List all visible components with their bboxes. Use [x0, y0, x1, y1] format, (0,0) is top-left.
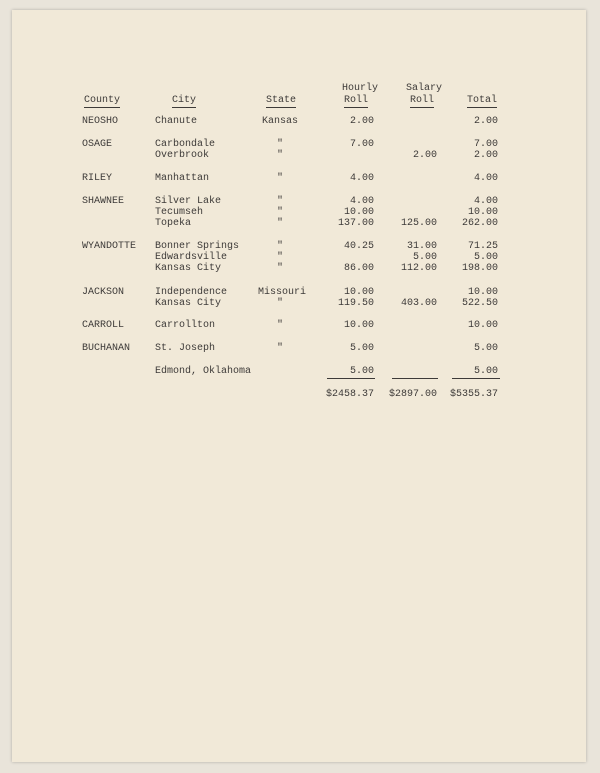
header-city: City [172, 95, 197, 106]
total-cell: 10.00 [467, 287, 498, 298]
county-cell: WYANDOTTE [82, 241, 137, 252]
state-cell: " [276, 343, 283, 354]
city-cell: St. Joseph [155, 343, 216, 354]
salary-roll-cell: 112.00 [400, 263, 437, 274]
salary-roll-cell: 403.00 [400, 298, 437, 309]
salary-total: $2897.00 [388, 389, 437, 400]
state-cell: " [276, 196, 283, 207]
total-cell: 7.00 [473, 139, 498, 150]
salary-sum-line [392, 378, 438, 379]
header-state: State [266, 95, 297, 106]
city-cell: Kansas City [155, 298, 222, 309]
state-cell: " [276, 241, 283, 252]
salary-roll-cell: 31.00 [406, 241, 437, 252]
state-cell: " [276, 139, 283, 150]
city-cell: Bonner Springs [155, 241, 240, 252]
header-hourly: Hourly [342, 83, 379, 94]
salary-roll-cell: 125.00 [400, 218, 437, 229]
hourly-roll-cell: 4.00 [349, 173, 374, 184]
hourly-roll-cell: 4.00 [349, 196, 374, 207]
state-cell: " [276, 298, 283, 309]
total-cell: 2.00 [473, 150, 498, 161]
city-cell: Edmond, Oklahoma [155, 366, 252, 377]
total-cell: 71.25 [467, 241, 498, 252]
county-cell: NEOSHO [82, 116, 119, 127]
hourly-total: $2458.37 [325, 389, 374, 400]
state-cell: Missouri [258, 287, 307, 298]
county-cell: BUCHANAN [82, 343, 131, 354]
hourly-roll-cell: 5.00 [349, 366, 374, 377]
total-cell: 10.00 [467, 320, 498, 331]
header-total: Total [467, 95, 498, 106]
county-cell: RILEY [82, 173, 113, 184]
state-cell: " [276, 207, 283, 218]
state-cell: " [276, 320, 283, 331]
city-cell: Manhattan [155, 173, 210, 184]
state-cell: Kansas [261, 116, 298, 127]
total-cell: 262.00 [461, 218, 498, 229]
hourly-roll-cell: 5.00 [349, 343, 374, 354]
salary-roll-cell: 5.00 [412, 252, 437, 263]
city-cell: Kansas City [155, 263, 222, 274]
state-cell: " [276, 218, 283, 229]
county-cell: CARROLL [82, 320, 125, 331]
hourly-roll-cell: 10.00 [343, 320, 374, 331]
hourly-roll-cell: 2.00 [349, 116, 374, 127]
total-cell: 5.00 [473, 343, 498, 354]
county-cell: JACKSON [82, 287, 125, 298]
hourly-roll-cell: 40.25 [343, 241, 374, 252]
city-cell: Tecumseh [155, 207, 204, 218]
hourly-roll-cell: 10.00 [343, 207, 374, 218]
total-sum-line [452, 378, 500, 379]
state-cell: " [276, 173, 283, 184]
header-salary: Salary [406, 83, 443, 94]
salary-roll-cell: 2.00 [412, 150, 437, 161]
city-cell: Silver Lake [155, 196, 222, 207]
total-cell: 4.00 [473, 173, 498, 184]
hourly-roll-cell: 86.00 [343, 263, 374, 274]
total-cell: 198.00 [461, 263, 498, 274]
total-cell: 5.00 [473, 252, 498, 263]
hourly-roll-cell: 137.00 [337, 218, 374, 229]
hourly-roll-cell: 7.00 [349, 139, 374, 150]
hourly-sum-line [327, 378, 375, 379]
total-cell: 522.50 [461, 298, 498, 309]
city-cell: Independence [155, 287, 228, 298]
header-county: County [84, 95, 121, 106]
city-cell: Edwardsville [155, 252, 228, 263]
state-cell: " [276, 263, 283, 274]
county-cell: SHAWNEE [82, 196, 125, 207]
state-cell: " [276, 252, 283, 263]
hourly-roll-cell: 10.00 [343, 287, 374, 298]
city-cell: Topeka [155, 218, 192, 229]
city-cell: Chanute [155, 116, 198, 127]
city-cell: Carrollton [155, 320, 216, 331]
header-salary-roll: Roll [410, 95, 435, 106]
grand-total: $5355.37 [449, 389, 498, 400]
total-cell: 4.00 [473, 196, 498, 207]
state-cell: " [276, 150, 283, 161]
total-cell: 10.00 [467, 207, 498, 218]
county-cell: OSAGE [82, 139, 113, 150]
city-cell: Carbondale [155, 139, 216, 150]
hourly-roll-cell: 119.50 [337, 298, 374, 309]
total-cell: 5.00 [473, 366, 498, 377]
header-hourly-roll: Roll [344, 95, 369, 106]
total-cell: 2.00 [473, 116, 498, 127]
city-cell: Overbrook [155, 150, 210, 161]
